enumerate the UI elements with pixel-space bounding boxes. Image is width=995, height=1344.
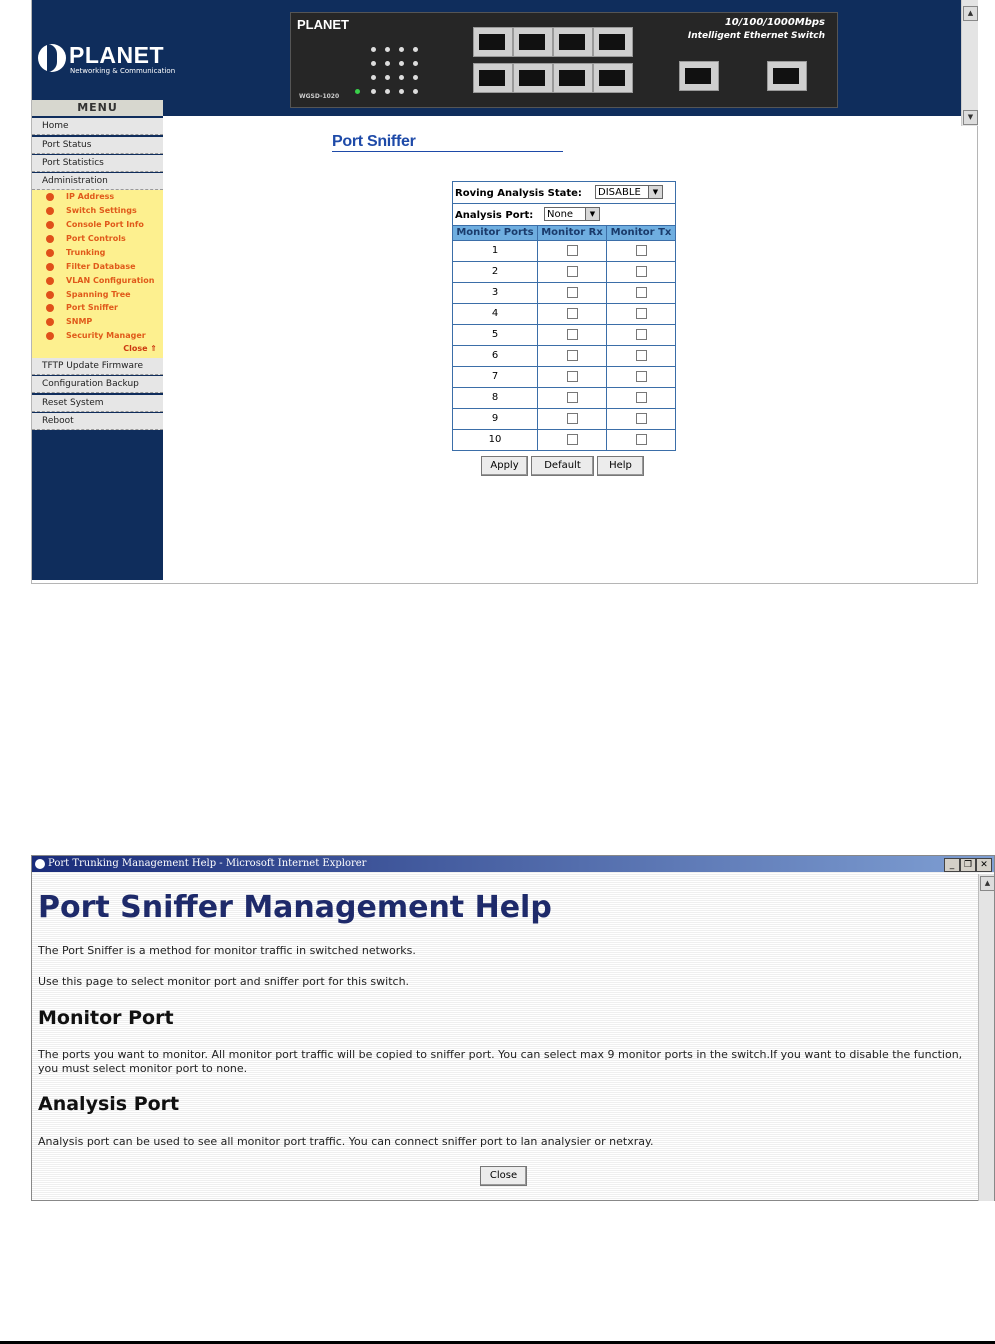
port-number: 8 (453, 388, 538, 408)
monitor-rx-cell (538, 430, 607, 450)
port-led (413, 75, 418, 80)
analysis-port-text: Analysis port can be used to see all monitor port traffic. You can connect sniffer port to lan analysier or netxray. (38, 1135, 654, 1148)
port-led (371, 75, 376, 80)
window-titlebar (32, 856, 994, 872)
port-number: 1 (453, 241, 538, 261)
switch-brand: PLANET (297, 17, 349, 32)
ethernet-port-icon (593, 63, 633, 93)
monitor-tx-checkbox[interactable] (636, 434, 647, 445)
bullet-icon (46, 207, 54, 215)
monitor-tx-checkbox[interactable] (636, 287, 647, 298)
monitor-rx-cell (538, 283, 607, 303)
ie-icon (35, 859, 45, 869)
port-number: 3 (453, 283, 538, 303)
port-led (399, 89, 404, 94)
monitor-tx-checkbox[interactable] (636, 329, 647, 340)
ethernet-port-icon (553, 27, 593, 57)
submenu-item-snmp[interactable]: SNMP (46, 316, 92, 328)
monitor-tx-checkbox[interactable] (636, 392, 647, 403)
ethernet-port-icon (553, 63, 593, 93)
port-number: 9 (453, 409, 538, 429)
ethernet-port-icon (593, 27, 633, 57)
monitor-rx-cell (538, 262, 607, 282)
port-number: 5 (453, 325, 538, 345)
monitor-tx-checkbox[interactable] (636, 308, 647, 319)
table-row (453, 241, 675, 262)
planet-logo (38, 42, 176, 76)
page-title: Port Sniffer (332, 133, 416, 150)
menu-item-reboot[interactable]: Reboot (32, 413, 163, 430)
monitor-tx-checkbox[interactable] (636, 266, 647, 277)
switch-web-ui (31, 0, 978, 584)
menu-item-home[interactable]: Home (32, 118, 163, 135)
monitor-port-heading: Monitor Port (38, 1007, 174, 1029)
monitor-rx-cell (538, 241, 607, 261)
table-row (453, 346, 675, 367)
help-close-button[interactable]: Close (480, 1166, 527, 1186)
monitor-tx-cell (607, 325, 675, 345)
monitor-rx-checkbox[interactable] (567, 392, 578, 403)
table-row (453, 304, 675, 325)
col-monitor-tx: Monitor Tx (610, 227, 672, 238)
menu-item-administration[interactable]: Administration (32, 173, 163, 190)
monitor-tx-cell (607, 304, 675, 324)
submenu-item-ip-address[interactable]: IP Address (46, 191, 114, 203)
maximize-icon[interactable]: ❐ (960, 858, 976, 872)
analysis-port-label: Analysis Port: (455, 210, 534, 221)
port-number: 4 (453, 304, 538, 324)
gigabit-port-icon (679, 61, 719, 91)
roving-analysis-label: Roving Analysis State: (455, 188, 582, 199)
submenu-item-console-port-info[interactable]: Console Port Info (46, 219, 144, 231)
window-title: Port Trunking Management Help - Microsoft Internet Explorer (48, 858, 367, 869)
monitor-tx-cell (607, 367, 675, 387)
ethernet-port-icon (473, 63, 513, 93)
port-led (371, 89, 376, 94)
port-number: 6 (453, 346, 538, 366)
monitor-rx-cell (538, 367, 607, 387)
monitor-port-text: The ports you want to monitor. All monitor port traffic will be copied to sniffer port. You can select max 9 monitor ports in the switch.If you want to disable the function, you must select monitor port to none. (38, 1048, 963, 1075)
monitor-tx-checkbox[interactable] (636, 413, 647, 424)
col-monitor-ports: Monitor Ports (453, 226, 538, 240)
help-scrollbar[interactable] (978, 874, 994, 1201)
monitor-rx-checkbox[interactable] (567, 329, 578, 340)
submenu-item-filter-database[interactable]: Filter Database (46, 261, 136, 273)
monitor-tx-cell (607, 409, 675, 429)
switch-title-name: Intelligent Ethernet Switch (687, 31, 825, 41)
monitor-tx-cell (607, 388, 675, 408)
bullet-icon (46, 263, 54, 271)
up-arrow-icon: ⇑ (150, 344, 157, 353)
submenu-item-security-manager[interactable]: Security Manager (46, 330, 146, 342)
chevron-down-icon: ▼ (585, 208, 599, 220)
port-sniffer-form (452, 181, 676, 451)
switch-model: WGSD-1020 (299, 93, 340, 100)
table-row (453, 262, 675, 283)
scroll-up-icon[interactable]: ▲ (980, 876, 995, 891)
monitor-rx-checkbox[interactable] (567, 434, 578, 445)
port-led (385, 89, 390, 94)
table-header (453, 226, 675, 241)
monitor-tx-checkbox[interactable] (636, 245, 647, 256)
bullet-icon (46, 235, 54, 243)
bullet-icon (46, 277, 54, 285)
bullet-icon (46, 249, 54, 257)
scroll-up-icon[interactable]: ▲ (963, 6, 978, 21)
bullet-icon (46, 332, 54, 340)
port-led (399, 75, 404, 80)
table-row (453, 409, 675, 430)
submenu-close-link[interactable]: Close ⇑ (123, 344, 157, 353)
sidebar (32, 0, 176, 580)
port-led (413, 61, 418, 66)
help-window (31, 855, 995, 1201)
monitor-rx-checkbox[interactable] (567, 245, 578, 256)
analysis-port-select[interactable]: None ▼ (544, 207, 600, 221)
help-intro-2: Use this page to select monitor port and sniffer port for this switch. (38, 975, 410, 988)
scroll-down-icon[interactable]: ▼ (963, 110, 978, 125)
analysis-port-row (453, 204, 675, 226)
monitor-tx-checkbox[interactable] (636, 350, 647, 361)
submenu-item-port-controls[interactable]: Port Controls (46, 233, 126, 245)
table-row (453, 283, 675, 304)
table-row (453, 325, 675, 346)
bullet-icon (46, 221, 54, 229)
monitor-rx-cell (538, 409, 607, 429)
default-button[interactable]: Default (531, 456, 594, 476)
help-heading: Port Sniffer Management Help (38, 890, 552, 925)
port-number: 10 (453, 430, 538, 450)
monitor-rx-cell (538, 388, 607, 408)
help-intro-1: The Port Sniffer is a method for monitor traffic in switched networks. (38, 944, 416, 957)
monitor-tx-checkbox[interactable] (636, 371, 647, 382)
col-monitor-rx: Monitor Rx (538, 226, 607, 240)
port-led (399, 61, 404, 66)
menu-item-port-status[interactable]: Port Status (32, 137, 163, 154)
submenu-item-vlan-configuration[interactable]: VLAN Configuration (46, 275, 154, 287)
monitor-rx-checkbox[interactable] (567, 350, 578, 361)
ethernet-port-icon (513, 63, 553, 93)
monitor-rx-checkbox[interactable] (567, 308, 578, 319)
port-led (413, 47, 418, 52)
submenu-item-switch-settings[interactable]: Switch Settings (46, 205, 137, 217)
planet-logo-icon (38, 44, 66, 72)
submenu-item-spanning-tree[interactable]: Spanning Tree (46, 289, 131, 301)
monitor-rx-checkbox[interactable] (567, 266, 578, 277)
menu-item-configuration-backup[interactable]: Configuration Backup (32, 376, 163, 393)
monitor-rx-cell (538, 304, 607, 324)
port-led (371, 47, 376, 52)
bullet-icon (46, 304, 54, 312)
monitor-tx-cell (607, 262, 675, 282)
switch-title-speed: 10/100/1000Mbps (724, 17, 825, 28)
chevron-down-icon: ▼ (648, 186, 662, 198)
port-led (385, 47, 390, 52)
administration-submenu (32, 190, 163, 358)
table-row (453, 388, 675, 409)
menu-item-port-statistics[interactable]: Port Statistics (32, 155, 163, 172)
close-icon[interactable]: ✕ (976, 858, 992, 872)
analysis-port-heading: Analysis Port (38, 1093, 180, 1115)
ethernet-port-icon (473, 27, 513, 57)
submenu-item-port-sniffer[interactable]: Port Sniffer (46, 302, 118, 314)
power-led (355, 89, 360, 94)
port-number: 2 (453, 262, 538, 282)
menu-item-reset-system[interactable]: Reset System (32, 395, 163, 412)
top-frame-scrollbar[interactable] (961, 0, 978, 126)
monitor-rx-checkbox[interactable] (567, 413, 578, 424)
menu-item-tftp-update[interactable]: TFTP Update Firmware (32, 358, 163, 375)
menu-heading: MENU (32, 100, 163, 116)
logo-tagline: Networking & Communication (70, 67, 176, 75)
monitor-rx-checkbox[interactable] (567, 287, 578, 298)
help-button[interactable]: Help (597, 456, 644, 476)
gigabit-port-icon (767, 61, 807, 91)
port-led (399, 47, 404, 52)
monitor-tx-cell (607, 283, 675, 303)
roving-analysis-row (453, 182, 675, 204)
submenu-item-trunking[interactable]: Trunking (46, 247, 105, 259)
logo-brand: PLANET (69, 42, 164, 68)
switch-front-panel (290, 12, 838, 108)
table-row (453, 430, 675, 450)
bullet-icon (46, 318, 54, 326)
ethernet-port-icon (513, 27, 553, 57)
title-underline (332, 151, 563, 152)
monitor-tx-cell (607, 241, 675, 261)
table-row (453, 367, 675, 388)
monitor-rx-checkbox[interactable] (567, 371, 578, 382)
monitor-rx-cell (538, 325, 607, 345)
monitor-tx-cell (607, 430, 675, 450)
roving-analysis-select[interactable]: DISABLE ▼ (595, 185, 663, 199)
bullet-icon (46, 193, 54, 201)
minimize-icon[interactable]: _ (944, 858, 960, 872)
port-led (385, 75, 390, 80)
port-led (413, 89, 418, 94)
monitor-tx-cell (607, 346, 675, 366)
port-led (371, 61, 376, 66)
bullet-icon (46, 291, 54, 299)
apply-button[interactable]: Apply (481, 456, 528, 476)
port-number: 7 (453, 367, 538, 387)
port-led (385, 61, 390, 66)
monitor-rx-cell (538, 346, 607, 366)
